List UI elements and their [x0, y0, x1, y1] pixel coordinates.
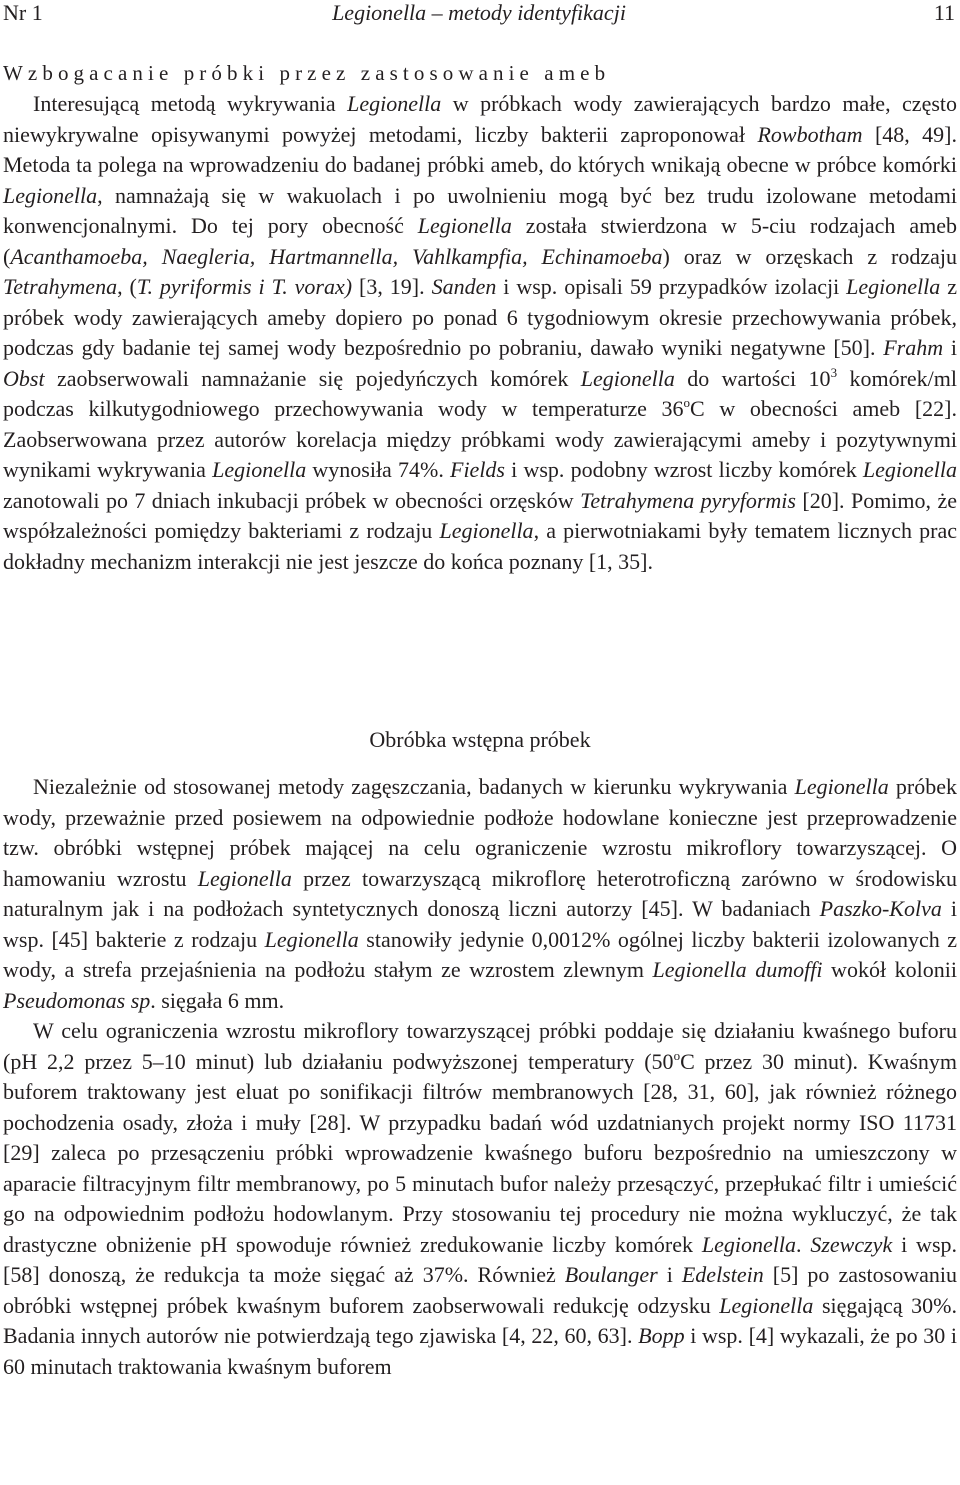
italic-term: Rowbotham — [757, 121, 863, 147]
section-title-enrichment: Wzbogacanie próbki przez zastosowanie ameb — [3, 61, 611, 85]
text-run: wynosiła 74%. — [306, 457, 450, 482]
text-run: C w obecności ameb [22]. Zaobserwowana przez autorów korelacja między próbkami wody zawierającymi ameby i pozytywnymi wynikami wykrywania — [3, 396, 957, 482]
italic-term: Legionella dumoffi — [652, 957, 823, 982]
text-run: i — [657, 1262, 682, 1287]
italic-term: Legionella — [197, 865, 292, 891]
italic-term: Legionella — [794, 774, 889, 799]
text-run: W celu ograniczenia wzrostu mikroflory towarzyszącej próbki poddaje się działaniu kwaśnego buforu (pH 2,2 przez 5–10 minut) lub działaniu podwyższonej temperatury (50 — [3, 1018, 957, 1074]
text-run: ) oraz w orzęskach z rodzaju — [662, 243, 958, 269]
text-run: i wsp. podobny wzrost liczby komórek — [505, 457, 863, 482]
page-number: 11 — [933, 0, 955, 25]
text-run: z próbek wody zawierających ameby dopiero po ponad 6 tygodniowym okresie przechowywania próbek, podczas gdy badanie tej samej wody bezpośrednio po pobraniu, dawało wyniki negatywne [50]. — [3, 274, 957, 360]
italic-term: Legionella — [719, 1292, 814, 1318]
text-run: zanotowali po 7 dniach inkubacji próbek w obecności orzęsków — [3, 487, 581, 513]
italic-term: Frahm — [883, 335, 944, 360]
text-run: stanowiły jedynie 0,0012% ogólnej liczby bakterii izolowanych z wody, a strefa przejaśnienia na podłożu stałym ze wzrostem zlewnym — [3, 926, 957, 982]
italic-term: Paszko-Kolva — [819, 896, 942, 921]
superscript: 3 — [830, 364, 838, 380]
text-run: , namnażają się w wakuolach i po uwolnieniu mogą być bez trudu izolowane metodami konwencjonalnymi. Do tej pory obecność — [3, 182, 957, 238]
italic-term: Boulanger — [564, 1262, 658, 1287]
italic-term: Legionella — [439, 518, 534, 543]
text-run: [20]. Pomimo, że współzależności pomiędzy bakteriami z rodzaju — [3, 487, 957, 543]
running-header — [3, 0, 955, 30]
italic-term: Legionella — [846, 274, 941, 299]
italic-term: Edelstein — [681, 1262, 764, 1287]
section-body-pretreatment — [3, 772, 957, 1382]
italic-term: Legionella — [862, 457, 958, 482]
text-run: [48, 49]. Metoda ta polega na wprowadzeniu do badanej próbki ameb, do których wnikają obecne w próbce komórki — [3, 121, 958, 177]
italic-term: Fields — [450, 457, 505, 482]
text-run: do wartości 10 — [674, 365, 831, 391]
italic-term: Obst — [3, 365, 45, 391]
text-run: , ( — [117, 274, 137, 299]
italic-term: Szewczyk — [810, 1231, 893, 1257]
text-run: [5] po zastosowaniu obróbki wstępnej próbek kwaśnym buforem zaobserwowali redukcję odzysku — [3, 1262, 957, 1318]
italic-term: Acanthamoeba, Naegleria, Hartmannella, Vahlkampfia, Echinamoeba — [10, 243, 663, 269]
text-run: i wsp. [4] wykazali, że po 30 i 60 minutach traktowania kwaśnym buforem — [3, 1323, 957, 1379]
running-title: Legionella – metody identyfikacji — [332, 0, 626, 25]
text-run: Niezależnie od stosowanej metody zagęszczania, badanych w kierunku wykrywania — [33, 774, 795, 799]
text-run: Interesującą metodą wykrywania — [33, 91, 348, 116]
text-run: , a pierwotniakami były tematem licznych prac dokładny mechanizm interakcji nie jest jeszcze do końca poznany [1, 35]. — [3, 518, 957, 574]
text-run: zaobserwowali namnażanie się pojedyńczych komórek — [44, 365, 581, 391]
section-title-pretreatment: Obróbka wstępna próbek — [369, 727, 591, 752]
italic-term: Legionella — [347, 91, 442, 116]
italic-term: Legionella — [417, 213, 512, 238]
text-run: komórek/ml podczas kilkutygodniowego przechowywania wody w temperaturze 36 — [3, 365, 957, 421]
italic-term: Tetrahymena — [3, 274, 118, 299]
text-run: [3, 19]. — [352, 274, 432, 299]
italic-term: Legionella — [701, 1231, 796, 1257]
section-body-enrichment — [3, 89, 957, 577]
text-run: sięgającą 30%. Badania innych autorów nie potwierdzają tego zjawiska [4, 22, 60, 63]. — [3, 1292, 957, 1348]
italic-term: T. pyriformis i T. vorax) — [136, 274, 353, 299]
text-run: C przez 30 minut). Kwaśnym buforem traktowany jest eluat po sonifikacji filtrów membranowych [28, 31, 60], jak również różnego pochodzenia osady, złoża i muły [28]. W przypadku badań wód uzdatnianych projekt normy ISO 11731 [29] zaleca po przesączeniu próbki wprowadzenie kwaśnego buforu bezpośrednio na umieszczony w aparacie filtracyjnym filtr membranowy, po 5 minutach bufor należy przesączyć, przepłukać filtr i umieścić go na odpowiednim podłożu hodowlanym. Przy stosowaniu tej procedury nie można wykluczyć, że tak drastyczne obniżenie pH spowoduje również zredukowanie liczby komórek — [3, 1048, 957, 1257]
paragraph — [3, 772, 957, 1016]
text-run: . — [795, 1231, 811, 1257]
text-run: została stwierdzona w 5-ciu rodzajach ameb ( — [3, 213, 957, 269]
paragraph — [3, 89, 957, 577]
italic-term: Bopp — [638, 1323, 685, 1348]
text-run: . sięgała 6 mm. — [150, 987, 285, 1013]
issue-number: Nr 1 — [3, 0, 43, 25]
superscript: o — [683, 395, 691, 410]
superscript: o — [673, 1047, 681, 1063]
italic-term: Legionella — [3, 182, 98, 208]
text-run: wokół kolonii — [822, 957, 957, 982]
italic-term: Pseudomonas sp — [3, 987, 151, 1013]
text-run: przez towarzyszącą mikroflorę heterotroficzną zarówno w środowisku naturalnym jak i na podłożach syntetycznych donoszą liczni autorzy [45]. W badaniach — [3, 865, 957, 921]
italic-term: Legionella — [580, 365, 675, 391]
text-run: i — [943, 335, 957, 360]
text-run: w próbkach wody zawierających bardzo małe, często niewykrywalne opisywanymi powyżej metodami, liczby bakterii zaproponował — [3, 91, 958, 147]
text-run: i wsp. [58] donoszą, że redukcja ta może sięgać aż 37%. Również — [3, 1231, 958, 1287]
italic-term: Sanden — [431, 274, 497, 299]
text-run: próbek wody, przeważnie przed posiewem na odpowiednie podłoże hodowlane konieczne jest przeprowadzenie tzw. obróbki wstępnej próbek mającej na celu ograniczenie wzrostu mikroflory towarzyszącej. O hamowaniu wzrostu — [3, 774, 957, 891]
italic-term: Legionella — [264, 926, 359, 952]
italic-term: Tetrahymena pyryformis — [580, 487, 796, 513]
italic-term: Legionella — [212, 457, 307, 482]
paragraph — [3, 1016, 957, 1382]
text-run: i wsp. opisali 59 przypadków izolacji — [496, 274, 847, 299]
text-run: i wsp. [45] bakterie z rodzaju — [3, 896, 957, 952]
